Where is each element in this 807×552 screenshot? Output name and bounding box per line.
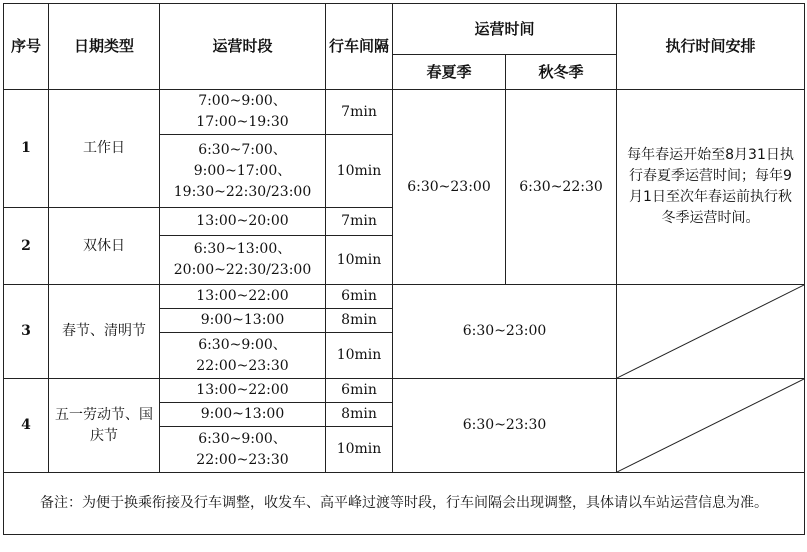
slot-interval: 10min <box>326 427 393 473</box>
row-date-type: 春节、清明节 <box>49 285 160 379</box>
slot-time: 13:00~22:00 <box>160 285 326 309</box>
empty-diagonal-cell <box>617 379 805 473</box>
row-seq: 2 <box>4 208 49 285</box>
slot-interval: 6min <box>326 379 393 403</box>
row-seq: 3 <box>4 285 49 379</box>
header-date-type: 日期类型 <box>49 4 160 90</box>
header-interval: 行车间隔 <box>326 4 393 90</box>
slot-time: 6:30~7:00、9:00~17:00、19:30~22:30/23:00 <box>160 135 326 208</box>
slot-interval: 10min <box>326 236 393 285</box>
header-schedule: 执行时间安排 <box>617 4 805 90</box>
slot-time: 9:00~13:00 <box>160 309 326 333</box>
slot-interval: 7min <box>326 208 393 236</box>
header-hours: 运营时段 <box>160 4 326 90</box>
footnote: 备注：为便于换乘衔接及行车调整，收发车、高平峰过渡等时段，行车间隔会出现调整，具体请以车站运营信息为准。 <box>4 473 805 535</box>
slot-time: 13:00~20:00 <box>160 208 326 236</box>
slot-time: 13:00~22:00 <box>160 379 326 403</box>
row-date-type: 双休日 <box>49 208 160 285</box>
slot-time: 6:30~9:00、22:00~23:30 <box>160 427 326 473</box>
slot-interval: 10min <box>326 333 393 379</box>
schedule-table <box>3 3 805 535</box>
row-seq: 4 <box>4 379 49 473</box>
slot-time: 6:30~13:00、20:00~22:30/23:00 <box>160 236 326 285</box>
slot-interval: 8min <box>326 403 393 427</box>
row-seq: 1 <box>4 90 49 208</box>
holiday-op-time: 6:30~23:00 <box>393 285 617 379</box>
workday-op-autumn-winter: 6:30~22:30 <box>506 90 617 285</box>
slot-time: 9:00~13:00 <box>160 403 326 427</box>
slot-time: 7:00~9:00、17:00~19:30 <box>160 90 326 135</box>
slot-interval: 6min <box>326 285 393 309</box>
slot-interval: 7min <box>326 90 393 135</box>
header-op-time: 运营时间 <box>393 4 617 55</box>
empty-diagonal-cell <box>617 285 805 379</box>
holiday-op-time: 6:30~23:30 <box>393 379 617 473</box>
row-date-type: 五一劳动节、国庆节 <box>49 379 160 473</box>
row-date-type: 工作日 <box>49 90 160 208</box>
header-seq: 序号 <box>4 4 49 90</box>
workday-op-spring-summer: 6:30~23:00 <box>393 90 506 285</box>
header-spring-summer: 春夏季 <box>393 55 506 90</box>
slot-time: 6:30~9:00、22:00~23:30 <box>160 333 326 379</box>
schedule-text: 每年春运开始至8月31日执行春夏季运营时间；每年9月1日至次年春运前执行秋冬季运营时间。 <box>617 90 805 285</box>
diagonal-line <box>617 285 804 378</box>
diagonal-line <box>617 379 804 472</box>
header-autumn-winter: 秋冬季 <box>506 55 617 90</box>
slot-interval: 8min <box>326 309 393 333</box>
slot-interval: 10min <box>326 135 393 208</box>
